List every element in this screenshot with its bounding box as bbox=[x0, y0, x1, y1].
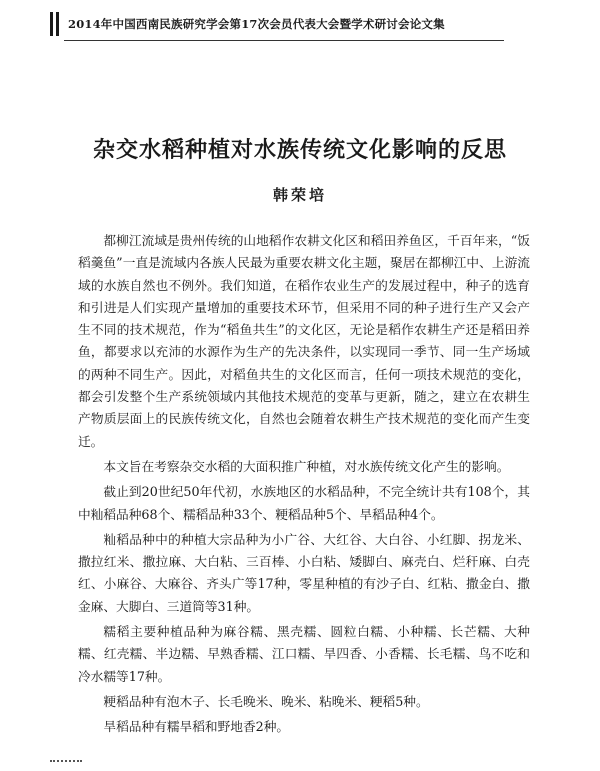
article-title: 杂交水稻种植对水族传统文化影响的反思 bbox=[92, 137, 507, 163]
paragraph-intro: 都柳江流域是贵州传统的山地稻作农耕文化区和稻田养鱼区，千百年来，“饭稻羹鱼”一直是流域内各族人民最为重要农耕文化主题，聚居在都柳江中、上游流域的水族自然也不例外。我们知道，在稻作农业生产的发展过程中，种子的选育和引进是人们实现产量增加的重要技术环节，但采用不同的种子进行生产又会产生不同的技术规范，作为“稻鱼共生”的文化区，无论是稻作农耕生产还是稻田养鱼，都要求以充沛的水源作为生产的先决条件，以实现同一季节、同一生产场域的两种不同生产。因此，对稻鱼共生的文化区而言，任何一项技术规范的变化，都会引发整个生产系统领域内其他技术规范的变革与更新，随之，建立在农耕生产物质层面上的民族传统文化，自然也会随着农耕生产技术规范的变化而产生变迁。 bbox=[78, 233, 530, 449]
paragraph-glutinous-varieties: 糯稻主要种植品种为麻谷糯、黑壳糯、圆粒白糯、小种糯、长芒糯、大种糯、红壳糯、半边糯、早熟香糯、江口糯、旱四香、小香糯、长毛糯、鸟不吃和冷水糯等17种。 bbox=[78, 624, 530, 684]
paragraph-purpose: 本文旨在考察杂交水稻的大面积推广种植，对水族传统文化产生的影响。 bbox=[103, 458, 510, 474]
running-header-title: 2014年中国西南民族研究学会第17次会员代表大会暨学术研讨会论文集 bbox=[68, 17, 445, 31]
paragraph-upland-varieties: 旱稻品种有糯旱稻和野地香2种。 bbox=[103, 719, 290, 735]
article-author: 韩荣培 bbox=[272, 186, 327, 204]
header-rule bbox=[64, 40, 504, 41]
running-header bbox=[50, 12, 570, 36]
header-bar-ornament bbox=[50, 12, 60, 36]
paragraph-japonica-varieties: 粳稻品种有泡木子、长毛晚米、晚米、粘晚米、粳稻5种。 bbox=[103, 693, 429, 709]
paragraph-variety-count: 截止到20世纪50年代初，水族地区的水稻品种，不完全统计共有108个，其中籼稻品种68个、糯稻品种33个、粳稻品种5个、旱稻品种4个。 bbox=[78, 484, 530, 522]
article-body bbox=[78, 230, 530, 742]
page-number-mark bbox=[50, 760, 82, 766]
paragraph-indica-varieties: 籼稻品种中的种植大宗品种为小广谷、大红谷、大白谷、小红脚、拐龙米、撒拉红米、撒拉麻、大白粘、三百棒、小白粘、矮脚白、麻壳白、烂秆麻、白壳红、小麻谷、大麻谷、齐头广等17种，零星种植的有沙子白、红粘、撒金白、撒金麻、大脚白、三道筒等31种。 bbox=[78, 531, 530, 614]
